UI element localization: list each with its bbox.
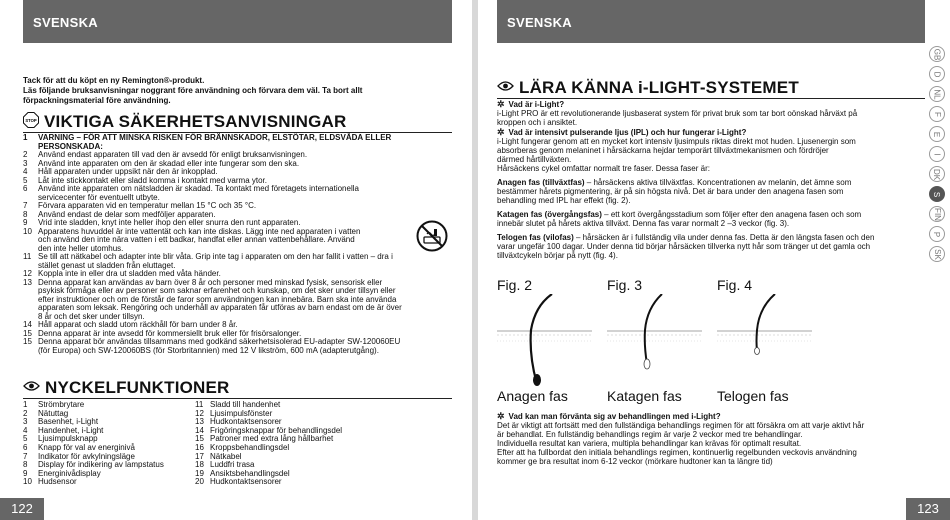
answer-line: Efter att ha fullbordat den initiala behandlings regimen, kontinuerlig regelbunden veckovis användning <box>497 448 857 457</box>
intro-line: Tack för att du köpt en ny Remington®-produkt. <box>23 76 205 85</box>
feature-number: 14 <box>195 425 204 435</box>
feature-label: Ljusimpulsfönster <box>210 408 273 418</box>
feature-number: 3 <box>23 417 28 427</box>
feature-label: Sladd till handenhet <box>210 400 281 409</box>
item-text: apparaten som leksak. Rengöring och underhåll av apparaten får utföras av barn endast om de är över <box>38 303 402 312</box>
safety-item <box>23 134 448 151</box>
anagen-paragraph <box>497 178 917 205</box>
language-tab-nl[interactable] <box>929 86 945 102</box>
answer-line: Hårsäckens cykel omfattar normalt tre faser. Dessa faser är: <box>497 164 710 173</box>
sun-icon: ✲ <box>497 99 505 109</box>
item-number: 12 <box>23 269 32 278</box>
answer-line: kommer ge bra resultat inom 6-12 veckor (mörkare hudtoner kan ta längre tid) <box>497 457 773 466</box>
item-text: Håll apparat och sladd utom räckhåll för barn under 8 år. <box>38 320 238 329</box>
telogen-hair-illustration <box>717 294 812 386</box>
feature-label: Hudkontaktsensorer <box>210 477 282 487</box>
language-tabs <box>928 46 948 266</box>
stop-icon <box>23 112 39 133</box>
feature-number: 10 <box>23 477 32 487</box>
feature-label: Patroner med extra lång hållbarhet <box>210 434 334 444</box>
language-tab-label: S <box>932 191 942 197</box>
language-tab-f[interactable] <box>929 106 945 122</box>
feature-number: 4 <box>23 425 28 435</box>
feature-label: Hudkontaktsensorer <box>210 417 282 427</box>
feature-label: Kroppsbehandlingsdel <box>210 442 290 452</box>
right-header-bar <box>497 0 925 43</box>
feature-number: 18 <box>195 460 204 470</box>
item-number: 10 <box>23 226 32 236</box>
katagen-text: innebär slutet på hårets aktiva tillväxt. Denna fas varar normalt 2 –3 veckor (fig. 3). <box>497 219 790 228</box>
language-tab-e[interactable] <box>929 126 945 142</box>
language-tab-i[interactable] <box>929 146 945 162</box>
feature-number: 9 <box>23 468 28 478</box>
left-header-bar <box>23 0 452 43</box>
item-text: Håll apparaten under uppsikt när den är inkopplad. <box>38 167 218 176</box>
feature-label: Display för indikering av lampstatus <box>38 460 164 470</box>
item-text: stället genast ut sladden från eluttaget. <box>38 260 176 270</box>
item-number: 11 <box>23 252 32 261</box>
feature-item <box>195 478 367 487</box>
feature-label: Basenhet, i-Light <box>38 417 99 427</box>
item-text: Använd endast de delar som medföljer apparaten. <box>38 209 216 219</box>
feature-number: 20 <box>195 477 204 487</box>
answer-line: därmed hårtillväxten. <box>497 155 572 164</box>
feature-label: Ansiktsbehandlingsdel <box>210 468 290 478</box>
language-tab-label: I <box>932 152 942 156</box>
item-text: Koppla inte in eller dra ut sladden med våta händer. <box>38 269 221 278</box>
language-tab-s[interactable] <box>929 186 945 202</box>
answer-line: absorberas genom melaninet i hårsäckarna hejdar temporärt tillväxtmekanismen och fördröjer <box>497 146 829 155</box>
right-header-title: SVENSKA <box>507 15 572 30</box>
language-tab-label: FIN <box>932 207 942 221</box>
item-text: VARNING – FÖR ATT MINSKA RISKEN FÖR BRÄNNSKADOR, ELSTÖTAR, ELDSVÅDA ELLER PERSONSKADA: <box>38 133 392 151</box>
feature-label: Ljusimpulsknapp <box>38 434 98 444</box>
answer-line: i-Light fungerar genom att en mycket kort intensiv ljusimpuls riktas direkt mot huden. Ljusenergin som <box>497 137 856 146</box>
item-number: 13 <box>23 277 32 287</box>
safety-title: VIKTIGA SÄKERHETSANVISNINGAR <box>44 112 347 131</box>
katagen-text: – ett kort övergångsstadium som följer efter den anagena fasen och som <box>601 210 862 219</box>
language-tab-fin[interactable] <box>929 206 945 222</box>
katagen-hair-illustration <box>607 294 702 386</box>
left-header-title: SVENSKA <box>33 15 98 30</box>
item-number: 15 <box>23 337 32 346</box>
item-text: Denna apparat bör användas tillsammans med godkänd säkerhetsisolerad EU-adapter SW-120060EU <box>38 337 401 346</box>
item-text: Denna apparat är inte avsedd för kommersiellt bruk eller för frisörsalonger. <box>38 328 302 338</box>
anagen-text: behandling med IPL har effekt (fig. 2). <box>497 196 631 205</box>
language-tab-label: P <box>932 231 942 237</box>
item-number: 4 <box>23 167 28 176</box>
item-text: Vrid inte sladden, knyt inte heller ihop den eller snurra den runt apparaten. <box>38 218 301 227</box>
feature-item <box>23 478 195 487</box>
telogen-term: Telogen fas (vilofas) <box>497 233 574 242</box>
feature-number: 5 <box>23 434 28 444</box>
telogen-text: varar ungefär 100 dagar. Under denna tid börjar hårsäcken tillverka nytt hår som tränger ut det gamla och <box>497 242 871 251</box>
right-page <box>478 0 950 520</box>
item-text: Använd inte apparaten om den är skadad eller inte fungerar som den ska. <box>38 158 300 168</box>
eye-icon <box>497 79 514 97</box>
feature-number: 16 <box>195 442 204 452</box>
feature-number: 7 <box>23 451 28 461</box>
item-number: 1 <box>23 133 28 142</box>
intro-line: förpackningsmaterial före användning. <box>23 96 171 105</box>
feature-number: 2 <box>23 408 28 418</box>
feature-label: Nätuttag <box>38 408 69 418</box>
item-number: 3 <box>23 158 28 168</box>
language-tab-sk[interactable] <box>929 246 945 262</box>
telogen-text: tillväxtcykeln börjar på nytt (fig. 4). <box>497 251 618 260</box>
item-number: 5 <box>23 175 28 185</box>
features-list <box>23 401 443 487</box>
item-number: 8 <box>23 209 28 219</box>
feature-label: Hudsensor <box>38 477 77 487</box>
no-water-warning-icon <box>416 220 448 257</box>
language-tab-gb[interactable] <box>929 46 945 62</box>
figure-label: Fig. 4 <box>717 277 753 293</box>
intro-qa <box>497 100 917 260</box>
answer-line: i-Light PRO är ett revolutionerande ljusbaserat system för privat bruk som tar bort oönskad hårväxt på <box>497 109 858 118</box>
feature-label: Knapp för val av energinivå <box>38 442 135 452</box>
feature-number: 6 <box>23 442 28 452</box>
katagen-term: Katagen fas (övergångsfas) <box>497 210 602 219</box>
answer-line: är behandlat. En fullständig behandlings regim är varje 2 veckor med tre behandlingar. <box>497 430 803 439</box>
system-title: LÄRA KÄNNA i-LIGHT-SYSTEMET <box>519 77 799 97</box>
feature-number: 1 <box>23 400 28 409</box>
figure-label: Fig. 2 <box>497 277 533 293</box>
feature-number: 12 <box>195 408 204 418</box>
expectations-qa <box>497 412 917 466</box>
features-column-left <box>23 401 195 487</box>
right-page-number: 123 <box>906 498 950 520</box>
figure-caption: Anagen fas <box>497 388 568 404</box>
item-number <box>23 296 38 305</box>
safety-list <box>23 134 448 355</box>
anagen-text: – hårsäckens aktiva tillväxtfas. Koncentrationen av melanin, det ämne som <box>584 178 852 187</box>
system-heading <box>497 77 925 99</box>
item-text: Låt inte stickkontakt eller sladd komma i kontakt med varma ytor. <box>38 175 267 185</box>
item-number <box>23 304 38 313</box>
item-text: servicecenter för eventuellt utbyte. <box>38 192 160 202</box>
features-title: NYCKELFUNKTIONER <box>45 378 230 397</box>
question-what-is: ✲ Vad är i-Light? <box>497 99 565 109</box>
feature-number: 15 <box>195 434 204 444</box>
telogen-paragraph <box>497 233 917 260</box>
item-text: och använd den inte nära vatten i ett badkar, handfat eller annan vattenbehållare. Använd <box>38 235 355 244</box>
figure-anagen <box>497 277 587 407</box>
language-tab-label: NL <box>932 88 942 100</box>
eye-icon <box>23 379 40 397</box>
question-expectations: ✲ Vad kan man förvänta sig av behandlingen med i-Light? <box>497 411 721 421</box>
feature-label: Nätkabel <box>210 451 242 461</box>
item-text: den inte heller utomhus. <box>38 243 124 253</box>
katagen-paragraph <box>497 210 917 228</box>
item-number: 9 <box>23 218 28 227</box>
language-tab-dk[interactable] <box>929 166 945 182</box>
svg-text:STOP: STOP <box>25 117 37 123</box>
language-tab-label: D <box>932 71 942 77</box>
item-text: efter instruktioner och om de förstår de faror som användningen kan innebära. Barn ska inte använda <box>38 294 397 304</box>
item-text: Denna apparat kan användas av barn över 8 år och personer med minskad fysisk, sensorisk eller <box>38 277 383 287</box>
item-text: 8 år och det sker under tillsyn. <box>38 311 145 321</box>
language-tab-label: SK <box>932 248 942 260</box>
answer-line: kroppen och i ansiktet. <box>497 118 578 127</box>
intro-line: Läs följande bruksanvisningar noggrant före användning och förvara dem väl. Ta bort allt <box>23 86 363 95</box>
item-number: 6 <box>23 184 28 193</box>
feature-label: Indikator för avkylningsläge <box>38 451 135 461</box>
feature-label: Frigöringsknappar för behandlingsdel <box>210 425 343 435</box>
feature-label: Luddfri trasa <box>210 460 255 470</box>
left-page-number: 122 <box>0 498 44 520</box>
feature-number: 11 <box>195 400 204 409</box>
item-number: 14 <box>23 320 32 329</box>
question-ipl: ✲ Vad är intensivt pulserande ljus (IPL) och hur fungerar i-Light? <box>497 127 747 137</box>
item-number: 15 <box>23 328 32 338</box>
item-text: Apparatens huvuddel är inte vattentät och kan inte diskas. Lägg inte ned apparaten i vatten <box>38 226 361 236</box>
figure-telogen <box>717 277 807 407</box>
item-number <box>23 287 38 296</box>
feature-number: 17 <box>195 451 204 461</box>
features-column-right <box>195 401 367 487</box>
item-number <box>23 347 38 356</box>
anagen-term: Anagen fas (tillväxtfas) <box>497 178 585 187</box>
feature-label: Energinivådisplay <box>38 468 101 478</box>
anagen-text: bestämmer hårets pigmentering, är på sin högsta nivå. Det är bara under den anagena fasen som <box>497 187 844 196</box>
feature-label: Handenhet, i-Light <box>38 425 104 435</box>
hair-phase-figures <box>497 277 917 407</box>
anagen-hair-illustration <box>497 294 592 386</box>
safety-item <box>23 347 448 356</box>
left-page <box>0 0 472 520</box>
language-tab-label: GB <box>932 48 942 60</box>
sun-icon: ✲ <box>497 127 505 137</box>
item-number: 2 <box>23 150 28 159</box>
features-heading <box>23 378 452 399</box>
figure-caption: Katagen fas <box>607 388 682 404</box>
item-text: (för Europa) och SW-120060BS (för Storbritannien) med 12 V likström, 600 mA (adapterutgång). <box>38 345 379 355</box>
feature-number: 13 <box>195 417 204 427</box>
telogen-text: – hårsäcken är i fullständig vila under denna fas. Detta är den längsta fasen och den <box>573 233 875 242</box>
figure-katagen <box>607 277 697 407</box>
safety-heading <box>23 112 452 133</box>
item-text: Se till att nätkabel och adapter inte blir våta. Grip inte tag i apparaten om den har fallit i vatten – dra i <box>38 252 393 261</box>
answer-line: Individuella resultat kan variera, multipla behandlingar kan krävas för optimalt resultat. <box>497 439 802 448</box>
language-tab-label: E <box>932 131 942 137</box>
item-number: 7 <box>23 201 28 210</box>
figure-caption: Telogen fas <box>717 388 789 404</box>
item-number <box>23 236 38 245</box>
sun-icon: ✲ <box>497 411 505 421</box>
language-tab-p[interactable] <box>929 226 945 242</box>
intro-text <box>23 76 443 106</box>
feature-label: Strömbrytare <box>38 400 85 409</box>
item-text: Använd inte apparaten om nätsladden är skadad. Ta kontakt med företagets internationella <box>38 184 359 193</box>
feature-number: 19 <box>195 468 204 478</box>
language-tab-label: DK <box>932 168 942 180</box>
answer-line: Det är viktigt att fortsätt med den fullständiga behandlings regimen för att försäkra om att varje aktivt hår <box>497 421 865 430</box>
figure-label: Fig. 3 <box>607 277 643 293</box>
item-text: Förvara apparaten vid en temperatur mellan 15 °C och 35 °C. <box>38 201 257 210</box>
item-text: Använd endast apparaten till vad den är avsedd för enligt bruksanvisningen. <box>38 150 308 159</box>
feature-number: 8 <box>23 460 28 470</box>
language-tab-label: F <box>932 111 942 117</box>
language-tab-d[interactable] <box>929 66 945 82</box>
item-text: psykisk förmåga eller av personer som saknar erfarenhet och kunskap, om det sker under tillsyn eller <box>38 286 396 295</box>
